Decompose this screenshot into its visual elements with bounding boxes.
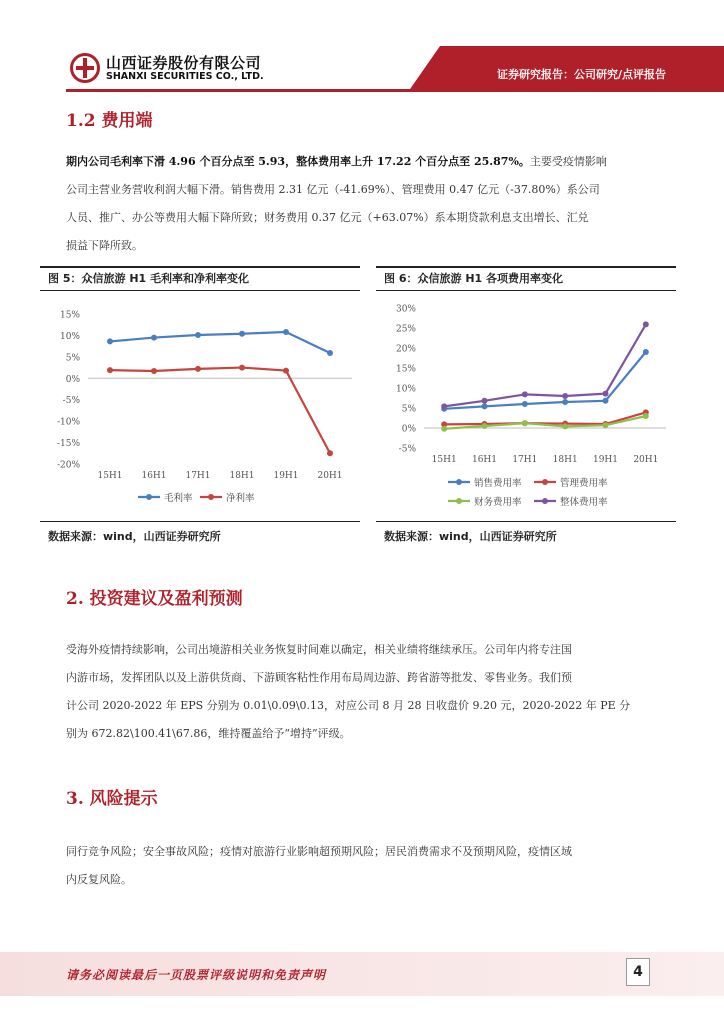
company-name-cn: 山西证券股份有限公司 bbox=[106, 54, 262, 72]
x-tick-label: 20H1 bbox=[317, 471, 343, 481]
bold-lead: 期内公司毛利率下滑 4.96 个百分点至 5.93，整体费用率上升 17.22 个百分点至 25.87%。 bbox=[66, 155, 530, 168]
data-point bbox=[441, 403, 447, 409]
fig5-source: 数据来源：wind，山西证券研究所 bbox=[48, 530, 221, 543]
fig6-bottom-rule bbox=[376, 521, 676, 522]
data-point bbox=[151, 335, 157, 341]
x-tick-label: 17H1 bbox=[512, 455, 538, 465]
data-point bbox=[562, 393, 568, 399]
lead-rest: 主要受疫情影响 bbox=[529, 155, 607, 168]
y-tick-label: -10% bbox=[56, 417, 80, 428]
fig6-title-rule bbox=[376, 290, 676, 291]
legend-label: 整体费用率 bbox=[560, 497, 608, 508]
data-point bbox=[441, 426, 447, 432]
x-tick-label: 19H1 bbox=[273, 471, 299, 481]
x-tick-label: 16H1 bbox=[141, 471, 167, 481]
data-point bbox=[603, 422, 609, 428]
y-tick-label: 5% bbox=[65, 353, 80, 364]
x-tick-label: 18H1 bbox=[552, 455, 578, 465]
data-point bbox=[522, 401, 528, 407]
data-point bbox=[562, 399, 568, 405]
x-tick-label: 17H1 bbox=[185, 471, 211, 481]
section-1-2-body bbox=[66, 148, 660, 260]
y-tick-label: 5% bbox=[401, 404, 416, 415]
page-header bbox=[0, 0, 724, 92]
data-point bbox=[562, 423, 568, 429]
legend-label: 毛利率 bbox=[164, 493, 193, 504]
data-point bbox=[603, 398, 609, 404]
y-tick-label: 15% bbox=[395, 364, 416, 375]
fig6-top-rule bbox=[376, 266, 676, 268]
y-tick-label: 0% bbox=[401, 424, 416, 435]
y-tick-label: 25% bbox=[395, 324, 416, 335]
data-point bbox=[643, 413, 649, 419]
y-tick-label: -20% bbox=[56, 460, 80, 471]
data-point bbox=[482, 403, 488, 409]
data-point bbox=[522, 391, 528, 397]
page-number: 4 bbox=[626, 958, 650, 986]
legend-marker bbox=[542, 479, 548, 485]
legend-label: 销售费用率 bbox=[474, 478, 522, 489]
section-title-2: 2. 投资建议及盈利预测 bbox=[66, 589, 243, 609]
data-point bbox=[195, 332, 201, 338]
data-point bbox=[107, 338, 113, 344]
fig6-source: 数据来源：wind，山西证券研究所 bbox=[384, 530, 557, 543]
y-tick-label: 10% bbox=[395, 384, 416, 395]
x-tick-label: 15H1 bbox=[97, 471, 123, 481]
data-point bbox=[482, 423, 488, 429]
paragraph-line: 内反复风险。 bbox=[66, 873, 132, 886]
x-tick-label: 16H1 bbox=[471, 455, 498, 465]
company-name-en: SHANXI SECURITIES CO., LTD. bbox=[106, 71, 264, 82]
x-tick-label: 20H1 bbox=[633, 455, 659, 465]
y-tick-label: 20% bbox=[395, 344, 416, 355]
y-tick-label: 15% bbox=[59, 310, 80, 321]
paragraph-line: 公司主营业务营收利润大幅下滑。销售费用 2.31 亿元（-41.69%）、管理费用 0.47 亿元（-37.80%）系公司 bbox=[66, 183, 600, 196]
section-title-3: 3. 风险提示 bbox=[66, 789, 158, 809]
legend-label: 净利率 bbox=[226, 493, 255, 504]
paragraph-line: 人员、推广、办公等费用大幅下降所致；财务费用 0.37 亿元（+63.07%）系本期贷款利息支出增长、汇兑 bbox=[66, 211, 589, 224]
data-point bbox=[195, 366, 201, 372]
fig6-chart bbox=[376, 296, 676, 518]
section-2-body bbox=[66, 636, 660, 748]
y-tick-label: -15% bbox=[56, 439, 80, 450]
y-tick-label: -5% bbox=[62, 396, 80, 407]
data-point bbox=[239, 331, 245, 337]
legend-marker bbox=[146, 494, 152, 500]
fig5-title-rule bbox=[40, 290, 360, 291]
paragraph-line: 别为 672.82\100.41\67.86，维持覆盖给予“增持”评级。 bbox=[66, 727, 351, 740]
fig5-title: 图 5：众信旅游 H1 毛利率和净利率变化 bbox=[48, 272, 250, 285]
y-tick-label: 0% bbox=[65, 374, 80, 385]
legend-marker bbox=[456, 498, 462, 504]
series-line bbox=[110, 368, 330, 454]
data-point bbox=[327, 350, 333, 356]
series-line bbox=[444, 324, 646, 406]
x-tick-label: 18H1 bbox=[229, 471, 255, 481]
section-3-body bbox=[66, 838, 660, 894]
y-tick-label: 30% bbox=[395, 304, 416, 315]
fig5-top-rule bbox=[40, 266, 360, 268]
x-tick-label: 15H1 bbox=[431, 455, 457, 465]
paragraph-line: 内游市场，发挥团队以及上游供货商、下游顾客粘性作用布局周边游、跨省游等批发、零售业务。我们预 bbox=[66, 671, 572, 684]
data-point bbox=[603, 391, 609, 397]
report-type-tag: 证券研究报告：公司研究/点评报告 bbox=[496, 68, 666, 81]
legend-marker bbox=[208, 494, 214, 500]
data-point bbox=[283, 368, 289, 374]
paragraph-line: 损益下降所致。 bbox=[66, 239, 143, 252]
legend-marker bbox=[542, 498, 548, 504]
paragraph-line: 计公司 2020-2022 年 EPS 分别为 0.01\0.09\0.13，对应公司 8 月 28 日收盘价 9.20 元，2020-2022 年 PE 分 bbox=[66, 699, 631, 712]
data-point bbox=[643, 321, 649, 327]
data-point bbox=[239, 365, 245, 371]
series-line bbox=[110, 332, 330, 353]
y-tick-label: -5% bbox=[398, 444, 416, 455]
series-line bbox=[444, 352, 646, 409]
company-logo-icon bbox=[70, 53, 100, 83]
y-tick-label: 10% bbox=[59, 331, 80, 342]
footer-disclaimer: 请务必阅读最后一页股票评级说明和免责声明 bbox=[66, 968, 327, 982]
section-title-1-2: 1.2 费用端 bbox=[66, 111, 153, 131]
data-point bbox=[522, 420, 528, 426]
legend-marker bbox=[456, 479, 462, 485]
fig5-chart bbox=[40, 296, 360, 518]
paragraph-line bbox=[66, 148, 660, 176]
fig5-bottom-rule bbox=[40, 521, 360, 522]
data-point bbox=[482, 398, 488, 404]
data-point bbox=[151, 368, 157, 374]
legend-label: 管理费用率 bbox=[560, 478, 608, 489]
data-point bbox=[283, 329, 289, 335]
data-point bbox=[327, 450, 333, 456]
data-point bbox=[107, 367, 113, 373]
data-point bbox=[643, 349, 649, 355]
fig6-title: 图 6：众信旅游 H1 各项费用率变化 bbox=[384, 272, 564, 285]
legend-label: 财务费用率 bbox=[474, 497, 522, 508]
paragraph-line: 同行竞争风险；安全事故风险；疫情对旅游行业影响超预期风险；居民消费需求不及预期风险，疫情区域 bbox=[66, 845, 572, 858]
x-tick-label: 19H1 bbox=[592, 455, 619, 465]
paragraph-line: 受海外疫情持续影响，公司出境游相关业务恢复时间难以确定，相关业绩将继续承压。公司年内将专注国 bbox=[66, 643, 572, 656]
